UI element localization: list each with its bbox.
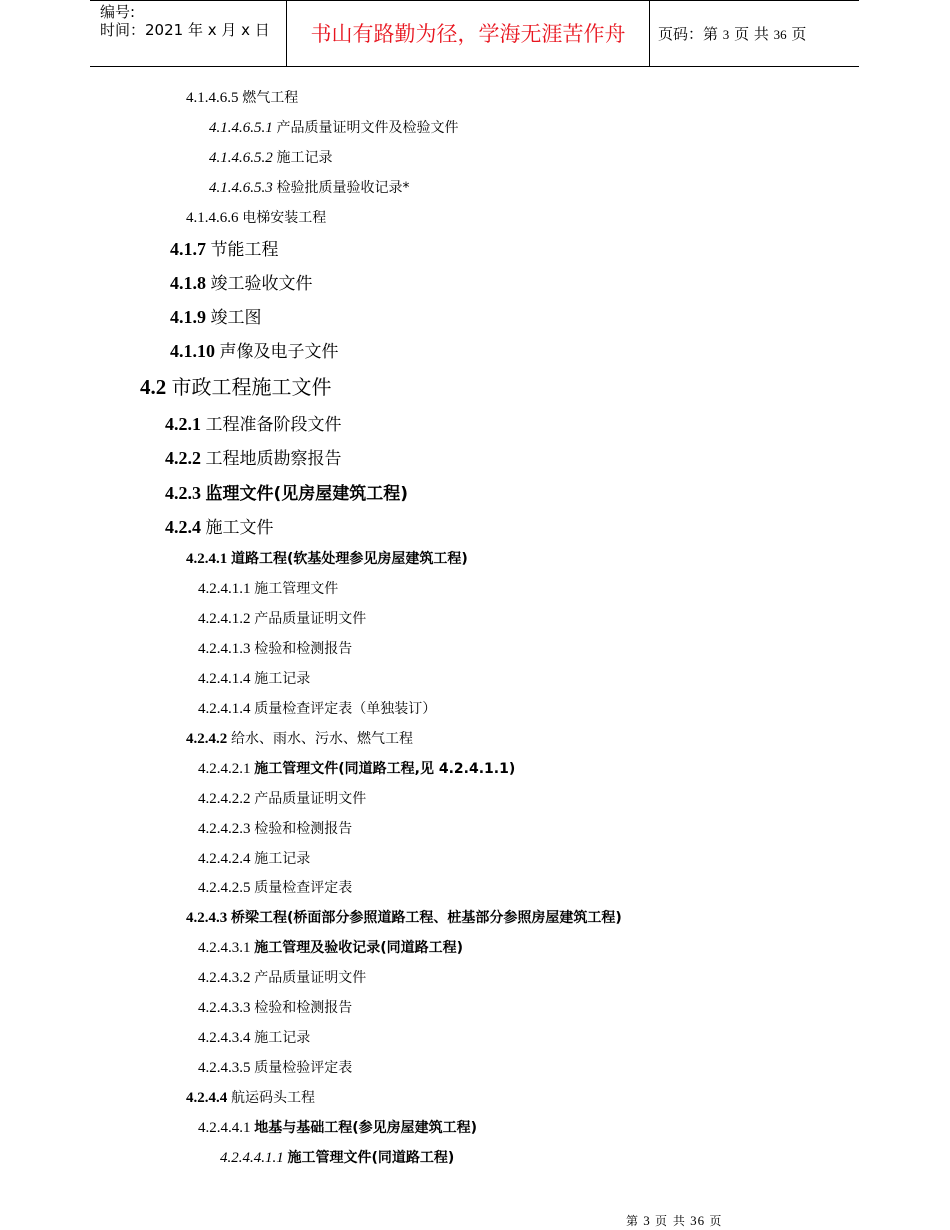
- page-mid: 页 共: [734, 25, 769, 43]
- outline-item: 4.1.7 节能工程: [170, 239, 279, 260]
- outline-item: 4.2.4.3.3 检验和检测报告: [198, 1000, 353, 1016]
- outline-item: 4.1.4.6.5 燃气工程: [186, 90, 299, 106]
- outline-item: 4.2.4 施工文件: [165, 517, 274, 538]
- outline-item: 4.1.4.6.6 电梯安装工程: [186, 210, 327, 226]
- outline-item: 4.2.1 工程准备阶段文件: [165, 414, 342, 435]
- outline-item: 4.2.4.4 航运码头工程: [186, 1090, 315, 1106]
- outline-item: 4.2.4.4.1.1 施工管理文件(同道路工程): [220, 1150, 455, 1166]
- doc-number-label: 编号:: [100, 3, 136, 21]
- footer-current: 3: [643, 1213, 651, 1228]
- outline-item: 4.2.4.2.4 施工记录: [198, 851, 311, 867]
- outline-item: 4.2.4.2.3 检验和检测报告: [198, 821, 353, 837]
- outline-item: 4.2.3 监理文件(见房屋建筑工程): [165, 483, 409, 504]
- outline-item: 4.2.4.3.1 施工管理及验收记录(同道路工程): [198, 940, 464, 956]
- date-label: 时间：2021 年 x 月 x 日: [100, 21, 270, 39]
- page-suffix: 页: [791, 25, 807, 43]
- outline-item: 4.1.10 声像及电子文件: [170, 341, 339, 362]
- page-indicator: [658, 24, 806, 45]
- section-heading: 4.2 市政工程施工文件: [140, 375, 332, 399]
- outline-item: 4.1.4.6.5.2 施工记录: [209, 150, 333, 166]
- outline-item: 4.2.4.1.4 施工记录: [198, 671, 311, 687]
- page-prefix: 页码：第: [658, 25, 719, 43]
- page-current: 3: [722, 27, 730, 42]
- outline-item: 4.1.4.6.5.1 产品质量证明文件及检验文件: [209, 120, 459, 136]
- outline-item: 4.2.4.3 桥梁工程(桥面部分参照道路工程、桩基部分参照房屋建筑工程): [186, 910, 622, 926]
- page-total: 36: [773, 27, 787, 42]
- motto-text: 书山有路勤为径，学海无涯苦作舟: [310, 22, 626, 46]
- outline-item: 4.2.4.2.5 质量检查评定表: [198, 880, 353, 896]
- outline-item: 4.2.4.3.2 产品质量证明文件: [198, 970, 367, 986]
- outline-item: 4.2.4.2.1 施工管理文件(同道路工程,见 4.2.4.1.1): [198, 761, 516, 777]
- outline-item: 4.2.4.1.3 检验和检测报告: [198, 641, 353, 657]
- outline-item: 4.1.8 竣工验收文件: [170, 273, 313, 294]
- page-footer: [626, 1212, 722, 1230]
- outline-item: 4.1.4.6.5.3 检验批质量验收记录*: [209, 180, 410, 196]
- footer-mid: 页 共: [655, 1214, 686, 1228]
- outline-item: 4.2.2 工程地质勘察报告: [165, 448, 342, 469]
- outline-item: 4.2.4.2.2 产品质量证明文件: [198, 791, 367, 807]
- footer-total: 36: [690, 1213, 706, 1228]
- outline-item: 4.2.4.1.2 产品质量证明文件: [198, 611, 367, 627]
- page-header: [90, 0, 859, 67]
- header-meta-cell: [90, 0, 286, 66]
- footer-pre: 第: [626, 1214, 640, 1228]
- outline-item: 4.2.4.1.1 施工管理文件: [198, 581, 339, 597]
- header-motto-cell: [286, 0, 650, 66]
- outline-item: 4.1.9 竣工图: [170, 307, 262, 328]
- outline-item: 4.2.4.3.5 质量检验评定表: [198, 1060, 353, 1076]
- outline-item: 4.2.4.3.4 施工记录: [198, 1030, 311, 1046]
- footer-post: 页: [709, 1214, 723, 1228]
- header-page-cell: [650, 0, 859, 66]
- outline-item: 4.2.4.4.1 地基与基础工程(参见房屋建筑工程): [198, 1120, 478, 1136]
- outline-item: 4.2.4.2 给水、雨水、污水、燃气工程: [186, 731, 413, 747]
- outline-item: 4.2.4.1 道路工程(软基处理参见房屋建筑工程): [186, 551, 468, 567]
- outline-item: 4.2.4.1.4 质量检查评定表（单独装订）: [198, 701, 437, 717]
